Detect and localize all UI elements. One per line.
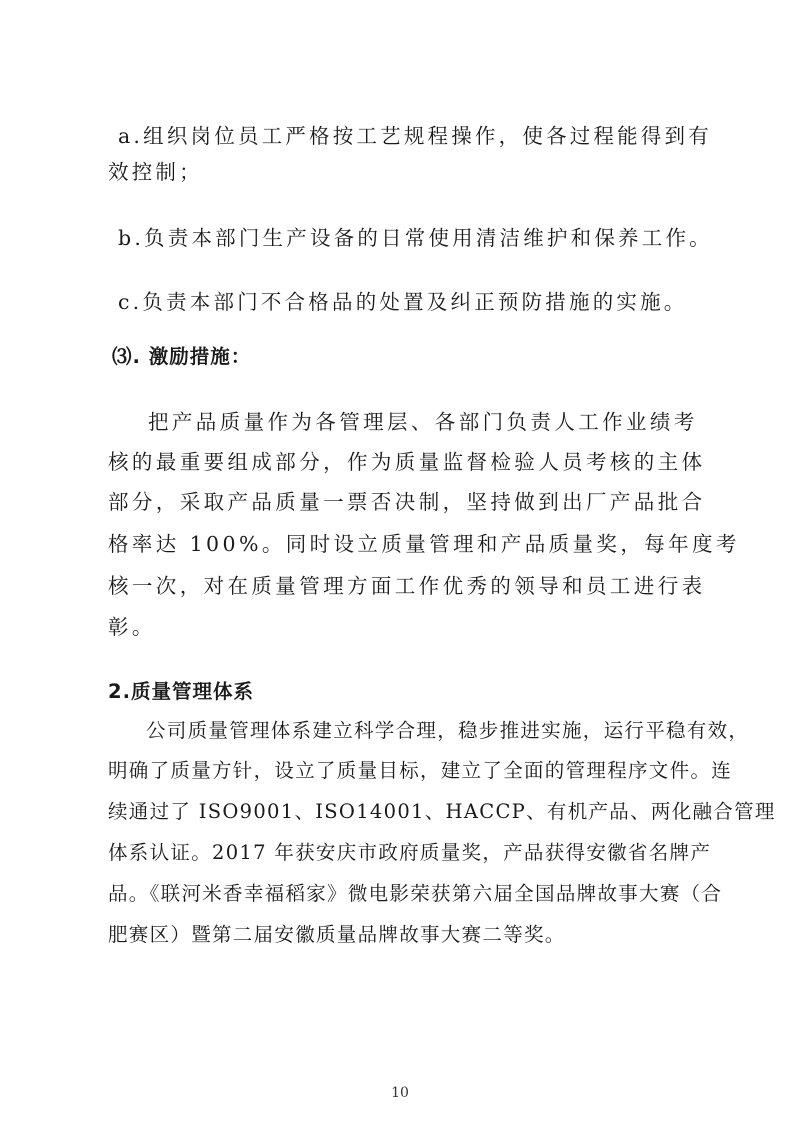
incentive-paragraph-line: 核的最重要组成部分，作为质量监督检验人员考核的主体 — [108, 450, 706, 474]
incentive-paragraph-line: 彰。 — [108, 615, 156, 639]
list-item-b: b.负责本部门生产设备的日常使用清洁维护和保养工作。 — [118, 226, 713, 250]
page-number: 10 — [391, 1085, 409, 1101]
section-paragraph-line: 肥赛区）暨第二届安徽质量品牌故事大赛二等奖。 — [108, 923, 566, 946]
incentive-paragraph-line: 格率达 100%。同时设立质量管理和产品质量奖，每年度考 — [108, 532, 740, 556]
list-item-c: c.负责本部门不合格品的处置及纠正预防措施的实施。 — [118, 290, 688, 314]
list-item-a: a.组织岗位员工严格按工艺规程操作，使各过程能得到有 — [118, 124, 712, 148]
incentive-paragraph-line: 核一次，对在质量管理方面工作优秀的领导和员工进行表 — [108, 574, 706, 598]
list-item-a-continuation: 效控制； — [108, 160, 203, 184]
section-paragraph-line: 体系认证。2017 年获安庆市政府质量奖，产品获得安徽省名牌产 — [108, 841, 712, 864]
incentive-paragraph-line: 把产品质量作为各管理层、各部门负责人工作业绩考 — [148, 410, 698, 434]
section-heading: 2.质量管理体系 — [108, 680, 254, 703]
incentive-heading: ⑶. 激励措施： — [112, 345, 252, 368]
incentive-paragraph-line: 部分，采取产品质量一票否决制，坚持做到出厂产品批合 — [108, 490, 706, 514]
section-paragraph-line: 品。《联河米香幸福稻家》微电影荣获第六届全国品牌故事大赛（合 — [108, 882, 723, 905]
section-paragraph-line: 明确了质量方针，设立了质量目标，建立了全面的管理程序文件。连 — [108, 759, 733, 782]
section-paragraph-line: 公司质量管理体系建立科学合理，稳步推进实施，运行平稳有效， — [146, 719, 750, 742]
section-paragraph-line: 续通过了 ISO9001、ISO14001、HACCP、有机产品、两化融合管理 — [108, 800, 776, 823]
